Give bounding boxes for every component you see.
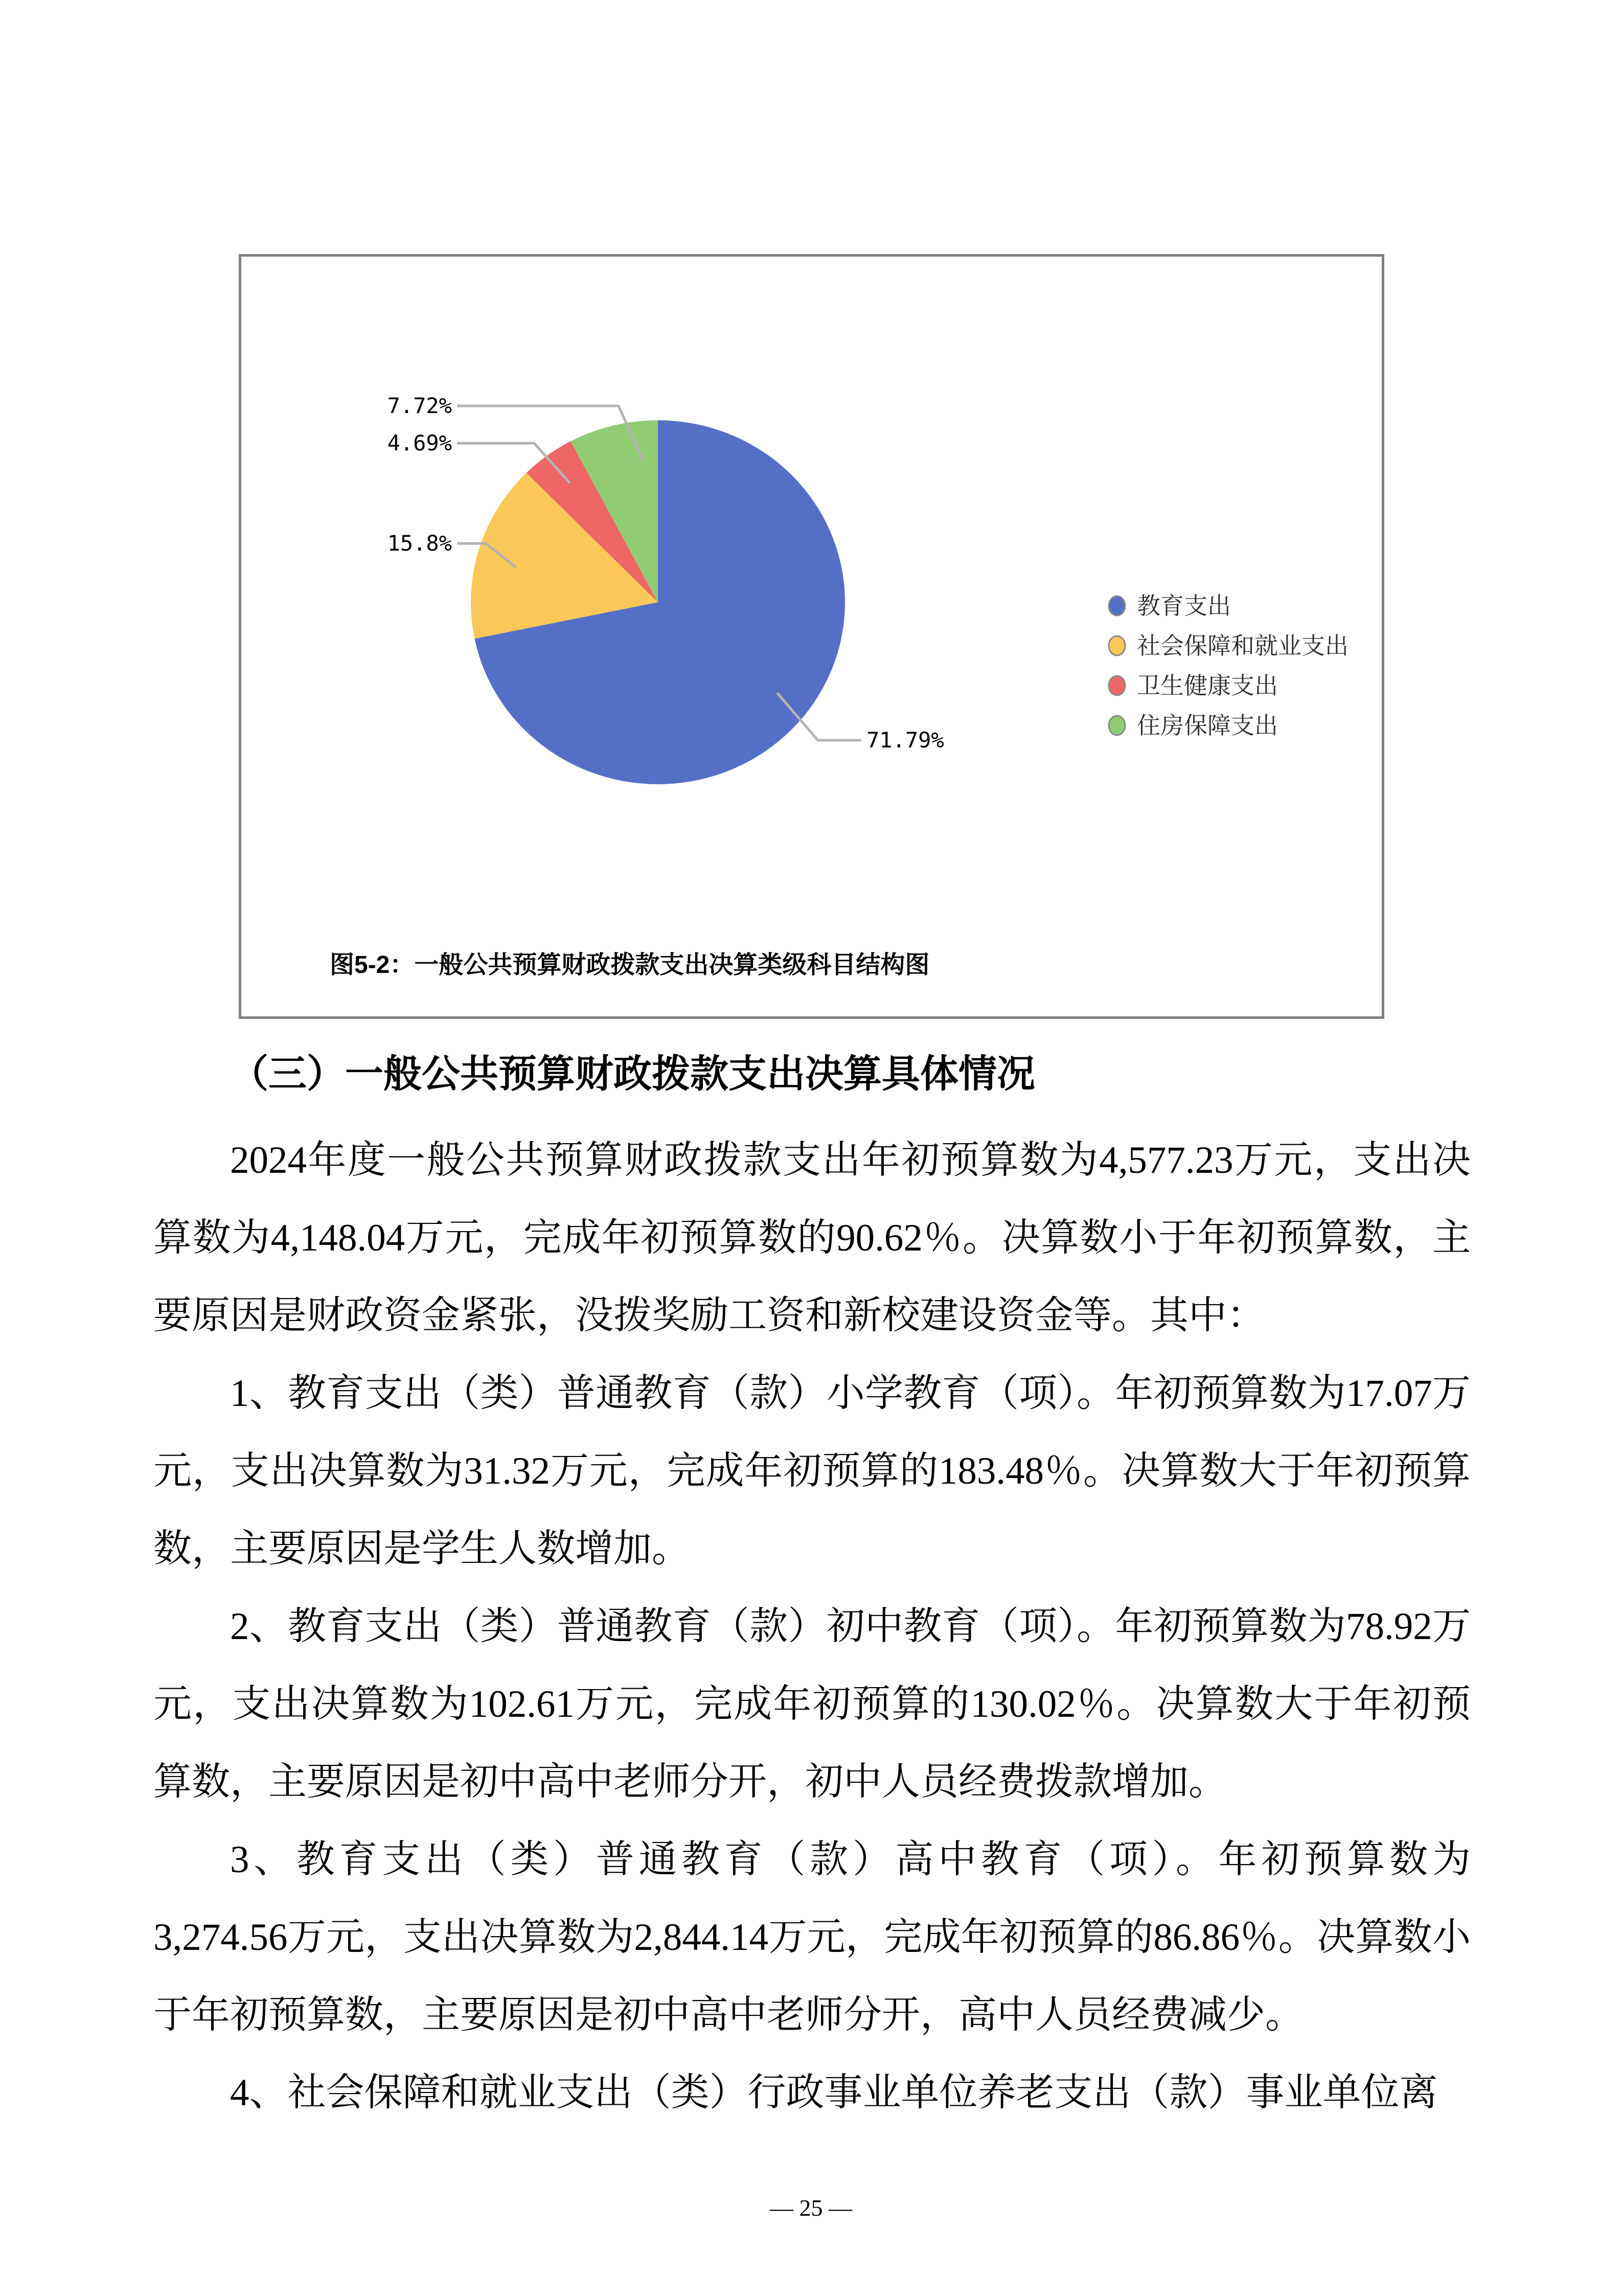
figure-5-2-chart-frame [239,254,1384,1019]
legend-marker-social [1109,636,1125,655]
body-paragraph: 1、教育支出（类）普通教育（款）小学教育（项）。年初预算数为17.07万元，支出决算数为31.32万元，完成年初预算的183.48％。决算数大于年初预算数，主要原因是学生人数增加。 [153,1372,1471,1570]
page-number: — 25 — [770,2195,852,2221]
legend-marker-education [1109,596,1125,616]
body-paragraph: 4、社会保障和就业支出（类）行政事业单位养老支出（款）事业单位离 [230,2072,1438,2114]
pie-label-health: 4.69% [387,430,452,456]
pie-chart [241,257,1382,1016]
pie-label-education: 71.79% [866,728,944,753]
pie-label-housing: 7.72% [387,393,452,418]
figure-caption: 图5-2：一般公共预算财政拨款支出决算类级科目结构图 [330,951,930,979]
section-heading: （三）一般公共预算财政拨款支出决算具体情况 [230,1053,1036,1096]
pie-slices [471,420,845,784]
legend-label-housing: 住房保障支出 [1137,712,1278,739]
body-text [153,1122,1471,2132]
legend-marker-housing [1109,716,1125,735]
legend-label-education: 教育支出 [1137,593,1231,619]
body-paragraph: 2、教育支出（类）普通教育（款）初中教育（项）。年初预算数为78.92万元，支出决算数为102.61万元，完成年初预算的130.02％。决算数大于年初预算数，主要原因是初中高中老师分开，初中人员经费拨款增加。 [153,1605,1471,1803]
legend-marker-health [1109,676,1125,695]
body-paragraph: 2024年度一般公共预算财政拨款支出年初预算数为4,577.23万元，支出决算数为4,148.04万元，完成年初预算数的90.62％。决算数小于年初预算数，主要原因是财政资金紧张，没拨奖励工资和新校建设资金等。其中： [153,1139,1471,1337]
body-paragraph: 3、教育支出（类）普通教育（款）高中教育（项）。年初预算数为3,274.56万元，支出决算数为2,844.14万元，完成年初预算的86.86％。决算数小于年初预算数，主要原因是初中高中老师分开，高中人员经费减少。 [153,1838,1471,2036]
pie-label-social: 15.8% [387,531,452,556]
chart-legend [1109,593,1349,739]
legend-label-social: 社会保障和就业支出 [1137,632,1349,659]
legend-label-health: 卫生健康支出 [1137,672,1278,699]
